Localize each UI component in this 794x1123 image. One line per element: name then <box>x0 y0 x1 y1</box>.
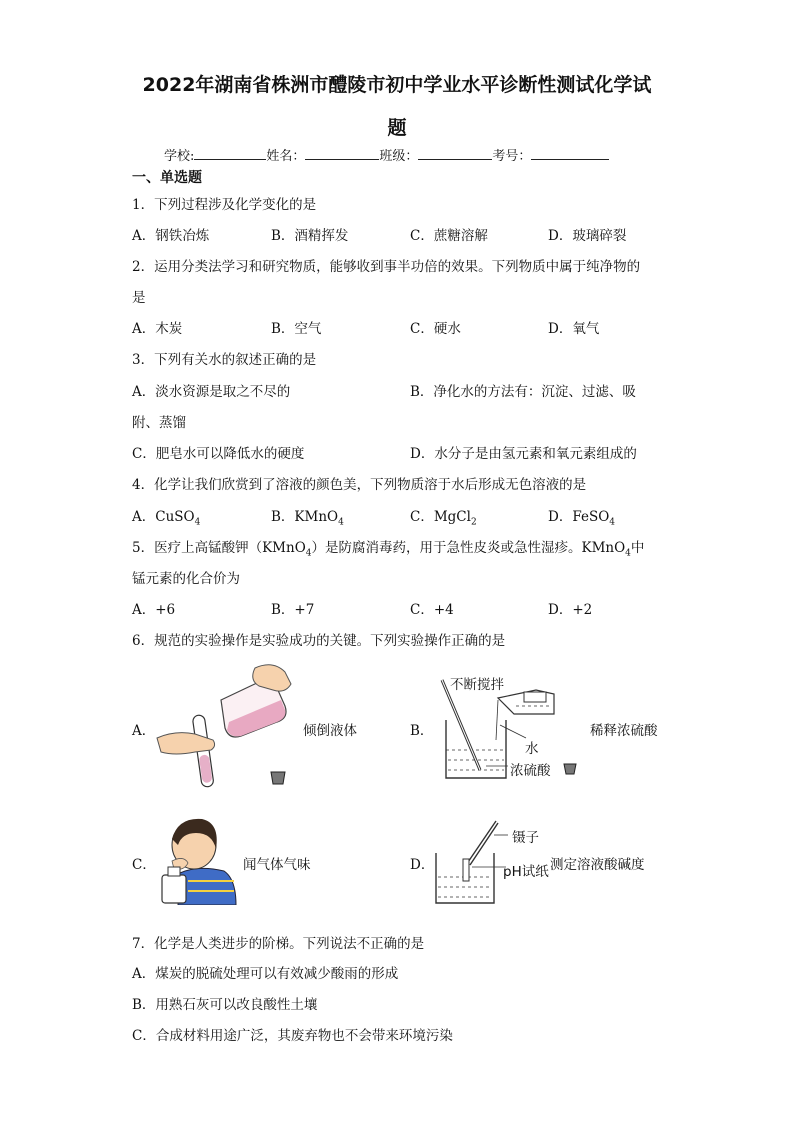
q6-option-a: A． <box>132 723 156 739</box>
water-label: 水 <box>525 741 539 757</box>
q1-option-b: B．酒精挥发 <box>271 228 349 244</box>
section-heading: 一、单选题 <box>132 170 202 186</box>
q1-stem: 1．下列过程涉及化学变化的是 <box>132 197 317 213</box>
q5-option-b: B．+7 <box>271 602 315 618</box>
q3-option-b-line1: B．净化水的方法有：沉淀、过滤、吸 <box>410 384 636 400</box>
q6-option-b-caption: 稀释浓硫酸 <box>590 723 658 739</box>
q7-option-b: B．用熟石灰可以改良酸性土壤 <box>132 997 318 1013</box>
q5-option-d: D．+2 <box>548 602 593 618</box>
q4-option-b: B．KMnO$_4$ <box>271 509 344 528</box>
q3-option-c: C．肥皂水可以降低水的硬度 <box>132 446 305 462</box>
q5-stem-line1: 5．医疗上高锰酸钾（KMnO$_4$）是防腐消毒药，用于急性皮炎或急性湿疹。KMnO$_4$中 <box>132 540 645 559</box>
exam-title-line1: 2022年湖南省株洲市醴陵市初中学业水平诊断性测试化学试 <box>142 74 652 96</box>
q2-stem-line2: 是 <box>132 290 146 306</box>
q7-option-a: A．煤炭的脱硫处理可以有效减少酸雨的形成 <box>132 966 399 982</box>
q3-stem: 3．下列有关水的叙述正确的是 <box>132 352 317 368</box>
q4-option-a: A．CuSO$_4$ <box>132 509 201 528</box>
q3-option-d: D．水分子是由氢元素和氧元素组成的 <box>410 446 637 462</box>
q4-option-d: D．FeSO$_4$ <box>548 509 615 528</box>
ph-test-illustration <box>430 815 510 907</box>
q6-option-d: D． <box>410 857 435 873</box>
q4-option-c: C．MgCl$_2$ <box>410 509 477 528</box>
q7-option-c: C．合成材料用途广泛，其废弃物也不会带来环境污染 <box>132 1028 453 1044</box>
number-label: 考号： <box>492 149 532 164</box>
acid-label: 浓硫酸 <box>510 763 551 779</box>
pouring-liquid-illustration <box>155 660 295 790</box>
q6-option-a-caption: 倾倒液体 <box>303 723 357 739</box>
q6-stem: 6．规范的实验操作是实验成功的关键。下列实验操作正确的是 <box>132 633 506 649</box>
q7-stem: 7．化学是人类进步的阶梯。下列说法不正确的是 <box>132 936 425 952</box>
school-blank[interactable] <box>194 147 266 160</box>
q6-option-d-caption: 测定溶液酸碱度 <box>550 857 645 873</box>
number-blank[interactable] <box>531 147 609 160</box>
stir-label: 不断搅拌 <box>450 677 504 693</box>
q2-option-b: B．空气 <box>271 321 322 337</box>
q6-option-c-caption: 闻气体气味 <box>243 857 311 873</box>
name-blank[interactable] <box>305 147 379 160</box>
student-info-line <box>164 145 609 164</box>
q1-option-d: D．玻璃碎裂 <box>548 228 627 244</box>
q6-option-b: B． <box>410 723 434 739</box>
q2-stem-line1: 2．运用分类法学习和研究物质，能够收到事半功倍的效果。下列物质中属于纯净物的 <box>132 259 641 275</box>
q1-option-a: A．钢铁冶炼 <box>132 228 210 244</box>
exam-title-line2: 题 <box>387 117 407 139</box>
q5-stem-line2: 锰元素的化合价为 <box>132 571 240 587</box>
class-blank[interactable] <box>418 147 492 160</box>
q2-option-d: D．氧气 <box>548 321 600 337</box>
q3-option-b-line2: 附、蒸馏 <box>132 415 186 431</box>
q4-stem: 4．化学让我们欣赏到了溶液的颜色美，下列物质溶于水后形成无色溶液的是 <box>132 477 587 493</box>
class-label: 班级： <box>379 149 419 164</box>
school-label: 学校: <box>164 149 195 164</box>
name-label: 姓名： <box>266 149 306 164</box>
q5-option-a: A．+6 <box>132 602 176 618</box>
q5-option-c: C．+4 <box>410 602 454 618</box>
q3-option-a: A．淡水资源是取之不尽的 <box>132 384 291 400</box>
q2-option-a: A．木炭 <box>132 321 183 337</box>
q1-option-c: C．蔗糖溶解 <box>410 228 488 244</box>
ph-paper-label: pH试纸 <box>503 864 549 880</box>
q6-option-c: C． <box>132 857 156 873</box>
q2-option-c: C．硬水 <box>410 321 461 337</box>
smelling-gas-illustration <box>158 815 238 905</box>
tweezers-label: 镊子 <box>512 830 539 846</box>
